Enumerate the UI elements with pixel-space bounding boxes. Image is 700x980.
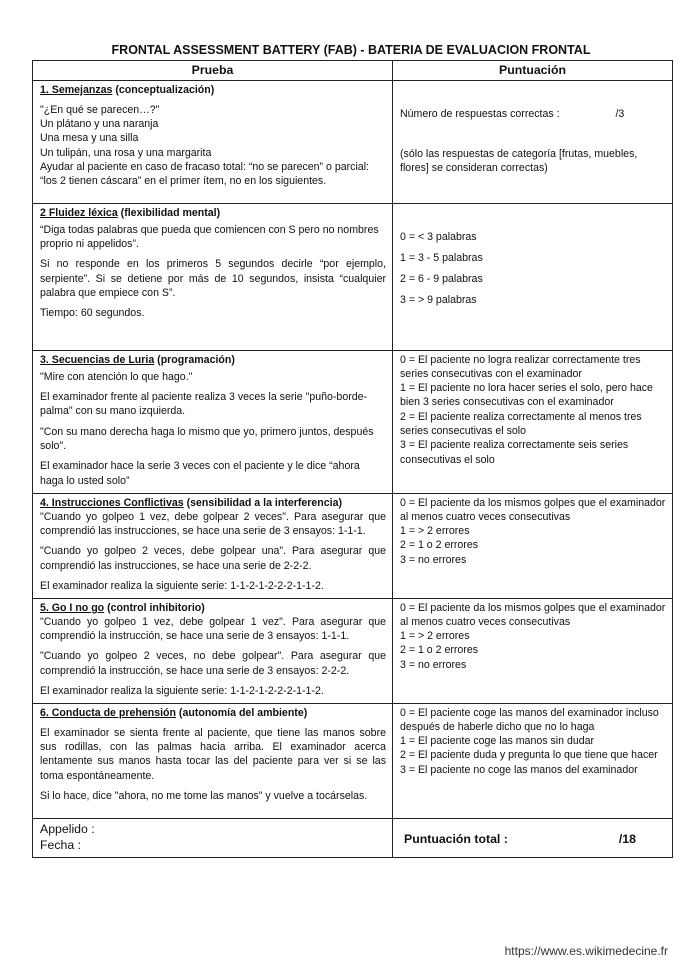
section-title: 4. Instrucciones Conflictivas (sensibilidad a la interferencia) [40, 496, 343, 509]
score-option: 0 = El paciente da los mismos golpes que el examinador al menos cuatro veces consecutivas [400, 601, 666, 628]
date-label: Fecha : [40, 838, 82, 853]
section-test-cell [33, 598, 393, 703]
header-test: Prueba [33, 61, 393, 81]
score-option: 0 = El paciente coge las manos del examinador incluso después de haberle dicho que no lo haga [400, 706, 659, 733]
section-row [33, 493, 673, 598]
fab-table [32, 60, 673, 858]
section-text: Si lo hace, dice "ahora, no me tome las manos" y vuelve a tocárselas. [40, 790, 368, 803]
section-title: 6. Conducta de prehensión (autonomía del ambiente) [40, 706, 308, 719]
section-row [33, 703, 673, 818]
section-text: El examinador se sienta frente al paciente, que tiene las manos sobre sus rodillas, con las palmas hacia arriba. El examinador acerca lentamente sus manos hasta tocar las del paciente para ver si se las toma espontáneamente. [40, 726, 386, 782]
header-row [33, 61, 673, 81]
section-text: Un tulipán, una rosa y una margarita [40, 146, 212, 159]
section-text: "Cuando yo golpeo 1 vez, debe golpear 2 veces". Para asegurar que comprendió las instrucciones, se hace una serie de 3 ensayos: 1-1-1. [40, 510, 386, 538]
section-score-cell [393, 598, 673, 703]
section-test-cell [33, 703, 393, 818]
score-option: 0 = El paciente no logra realizar correctamente tres series consecutivas con el examinador [400, 353, 641, 380]
score-option: 2 = El paciente duda y pregunta lo que tiene que hacer [400, 749, 658, 762]
section-text: Tiempo: 60 segundos. [40, 307, 145, 320]
section-text: Si no responde en los primeros 5 segundos decirle “por ejemplo, serpiente”. Si se detiene por más de 10 segundos, insista “cualquier palabra que empiece con S”. [40, 258, 386, 300]
score-option: (sólo las respuestas de categoría [frutas, muebles, flores] se consideran correctas) [400, 147, 638, 175]
score-option: 1 = > 2 errores [400, 630, 470, 643]
score-option: 0 = El paciente da los mismos golpes que el examinador al menos cuatro veces consecutivas [400, 496, 666, 523]
section-title: 2 Fluidez léxica (flexibilidad mental) [40, 206, 221, 219]
surname-label: Appelido : [40, 821, 95, 836]
section-row [33, 350, 673, 493]
section-test-cell [33, 350, 393, 493]
section-test-cell [33, 493, 393, 598]
section-text: El examinador frente al paciente realiza 3 veces la serie "puño-borde-palma" con su mano izquierda. [40, 391, 368, 418]
section-text: "Cuando yo golpeo 2 veces, debe golpear una”. Para asegurar que comprendió las instrucciones, se hace una serie de 2-2-2. [40, 545, 386, 572]
score-option: 0 = < 3 palabras [400, 230, 477, 243]
section-text: “Diga todas palabras que pueda que comiencen con S pero no nombres proprio ni appelidos”. [40, 223, 379, 251]
section-title: 1. Semejanzas (conceptualización) [40, 83, 215, 96]
section-row [33, 80, 673, 203]
header-score: Puntuación [393, 61, 673, 81]
section-text: "Con su mano derecha haga lo mismo que yo, primero juntos, después solo". [40, 425, 374, 453]
section-text: "Cuando yo golpeo 2 veces, no debe golpear". Para asegurar que comprendió la instrucción, se hace una serie de 3 ensayos: 2-2-2. [40, 650, 386, 677]
section-score-cell [393, 203, 673, 350]
source-url: https://www.es.wikimedecine.fr [504, 944, 668, 958]
score-option: Número de respuestas correctas : /3 [400, 107, 625, 120]
score-option: 3 = no errores [400, 658, 467, 671]
score-option: 1 = > 2 errores [400, 525, 470, 538]
total-label: Puntuación total : [404, 831, 508, 846]
section-score-cell [393, 703, 673, 818]
section-score-cell [393, 493, 673, 598]
score-option: 2 = 1 o 2 errores [400, 539, 479, 552]
footer-left-cell [33, 818, 393, 857]
section-text: "¿En qué se parecen…?" [40, 103, 160, 116]
footer-row [33, 818, 673, 857]
score-option: 2 = El paciente realiza correctamente al menos tres series consecutivas el solo [400, 410, 642, 438]
score-option: 1 = El paciente no lora hacer series el solo, pero hace bien 3 series consecutivas con el examinador [400, 382, 653, 409]
score-option: 3 = El paciente realiza correctamente seis series consecutivas el solo [400, 439, 629, 466]
score-option: 3 = El paciente no coge las manos del examinador [400, 763, 638, 776]
section-text: Ayudar al paciente en caso de fracaso total: “no se parecen” o parcial: “los 2 tienen cáscara” en el primer ítem, no en los siguientes. [40, 161, 369, 188]
section-text: "Cuando yo golpeo 1 vez, debe golpear 1 vez". Para asegurar que comprendió la instrucción, se hace una serie de 3 ensayos: 1-1-1. [40, 615, 386, 643]
score-option: 2 = 1 o 2 errores [400, 644, 479, 657]
section-test-cell [33, 203, 393, 350]
section-text: Un plátano y una naranja [40, 118, 159, 131]
section-score-cell [393, 350, 673, 493]
total-score [400, 821, 666, 848]
section-test-cell [33, 80, 393, 203]
footer-right-cell [393, 818, 673, 857]
section-score-cell [393, 80, 673, 203]
score-option: 1 = El paciente coge las manos sin dudar [400, 735, 595, 748]
total-max: /18 [618, 831, 636, 846]
section-row [33, 598, 673, 703]
section-text: "Mire con atención lo que hago." [40, 370, 193, 383]
section-title: 5. Go I no go (control inhibitorio) [40, 601, 205, 614]
score-option: 1 = 3 - 5 palabras [400, 251, 483, 264]
score-option: 3 = > 9 palabras [400, 294, 477, 307]
section-row [33, 203, 673, 350]
section-title: 3. Secuencias de Luria (programación) [40, 353, 235, 366]
section-text: Una mesa y una silla [40, 132, 139, 145]
section-text: El examinador realiza la siguiente serie: 1-1-2-1-2-2-2-1-1-2. [40, 580, 324, 593]
section-text: El examinador realiza la siguiente serie: 1-1-2-1-2-2-2-1-1-2. [40, 685, 324, 698]
section-text: El examinador hace la serie 3 veces con el paciente y le dice “ahora haga lo usted solo” [40, 460, 360, 487]
score-option: 3 = no errores [400, 553, 467, 566]
document-title: FRONTAL ASSESSMENT BATTERY (FAB) - BATERIA DE EVALUACION FRONTAL [111, 43, 591, 57]
score-option: 2 = 6 - 9 palabras [400, 273, 483, 286]
